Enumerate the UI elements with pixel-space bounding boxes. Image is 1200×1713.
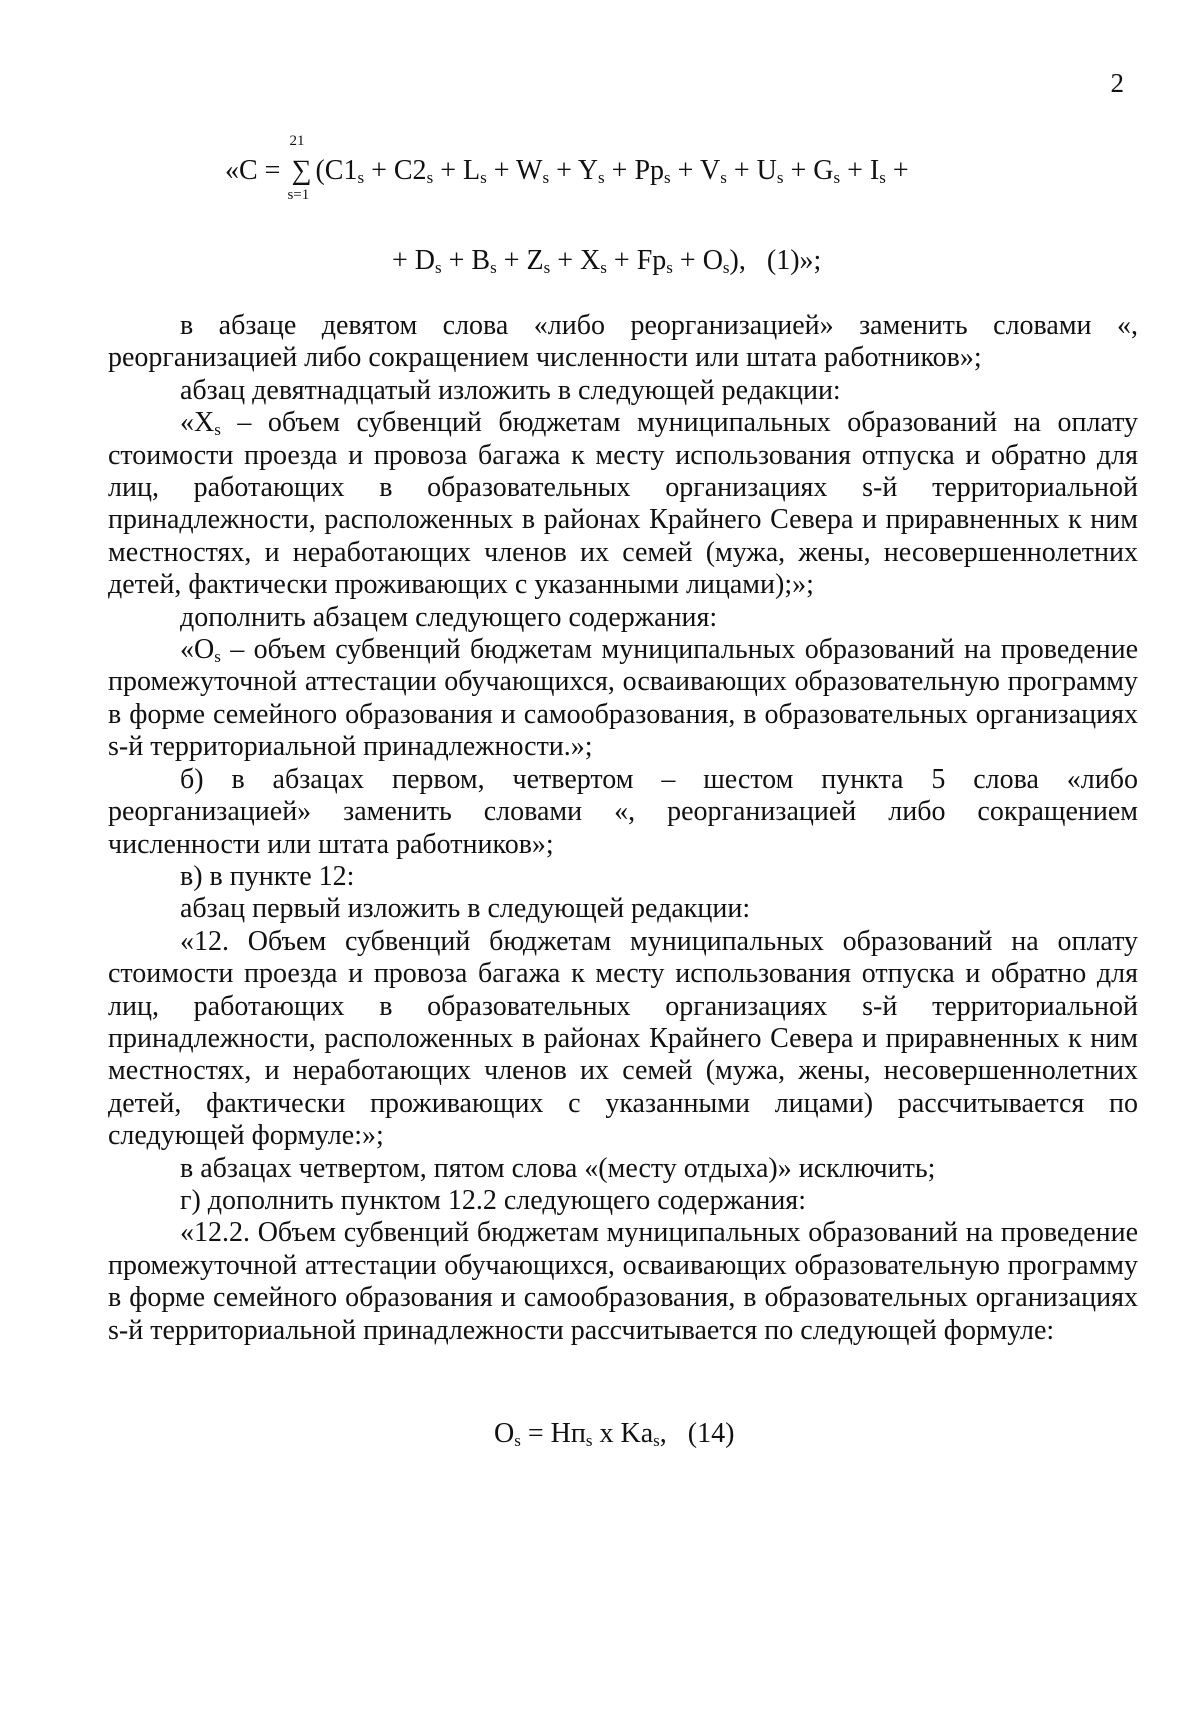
paragraph: «$O_s$ – объем субвенций бюджетам муниципальных образований на проведение промежуточной аттестации обучающихся, осваивающих образовательную программу в форме семейного образования и самообразования, в образовательных организациях s-й территориальной принадлежности.»; <box>108 634 1138 763</box>
paragraph: абзац девятнадцатый изложить в следующей редакции: <box>180 374 841 406</box>
document-body <box>108 310 1138 1347</box>
sum-lower-limit: s=1 <box>287 187 310 203</box>
sum-sign: 21 ∑ s=1 <box>287 133 312 203</box>
paragraph: в абзаце девятом слова «либо реорганизацией» заменить словами «, реорганизацией либо сокращением численности или штата работников»; <box>108 310 1138 374</box>
paragraph: дополнить абзацем следующего содержания: <box>180 601 718 633</box>
page-number: 2 <box>1110 68 1124 98</box>
paragraph: «12.2. Объем субвенций бюджетам муниципальных образований на проведение промежуточной аттестации обучающихся, осваивающих образовательную программу в форме семейного образования и самообразования, в образовательных организациях s-й территориальной принадлежности рассчитывается по следующей формуле: <box>108 1217 1138 1346</box>
paragraph: в абзацах четвертом, пятом слова «(месту отдыха)» исключить; <box>180 1152 936 1184</box>
formula-prefix: «C = <box>225 155 288 186</box>
formula-terms-line1: ($C1_s + C2_s + L_s + W_s + Y_s + Pp_s + V_s + U_s + G_s + I_s$ + <box>315 155 909 187</box>
paragraph: г) дополнить пунктом 12.2 следующего содержания: <box>180 1184 806 1216</box>
paragraph: в) в пункте 12: <box>180 860 355 892</box>
paragraph: абзац первый изложить в следующей редакции: <box>180 893 751 925</box>
formula-main-line1 <box>225 133 909 203</box>
paragraph: б) в абзацах первом, четвертом – шестом пункта 5 слова «либо реорганизацией» заменить словами «, реорганизацией либо сокращением численности или штата работников»; <box>108 763 1138 860</box>
sum-upper-limit: 21 <box>289 133 305 149</box>
formula-main-line2: + $D_s + B_s + Z_s + X_s + Fp_s + O_s$), (1)»; <box>392 245 822 277</box>
paragraph: «12. Объем субвенций бюджетам муниципальных образований на оплату стоимости проезда и провоза багажа к месту использования отпуска и обратно для лиц, работающих в образовательных организациях s-й территориальной принадлежности, расположенных в районах Крайнего Севера и приравненных к ним местностях, и неработающих членов их семей (мужа, жены, несовершеннолетних детей, фактически проживающих с указанными лицами) рассчитывается по следующей формуле:»; <box>108 925 1138 1152</box>
paragraph: «$X_s$ – объем субвенций бюджетам муниципальных образований на оплату стоимости проезда и провоза багажа к месту использования отпуска и обратно для лиц, работающих в образовательных организациях s-й территориальной принадлежности, расположенных в районах Крайнего Севера и приравненных к ним местностях, и неработающих членов их семей (мужа, жены, несовершеннолетних детей, фактически проживающих с указанными лицами);»; <box>108 407 1138 601</box>
formula-14: $O_s = Нп_s$ х $Ka_s$, (14) <box>494 1418 735 1450</box>
